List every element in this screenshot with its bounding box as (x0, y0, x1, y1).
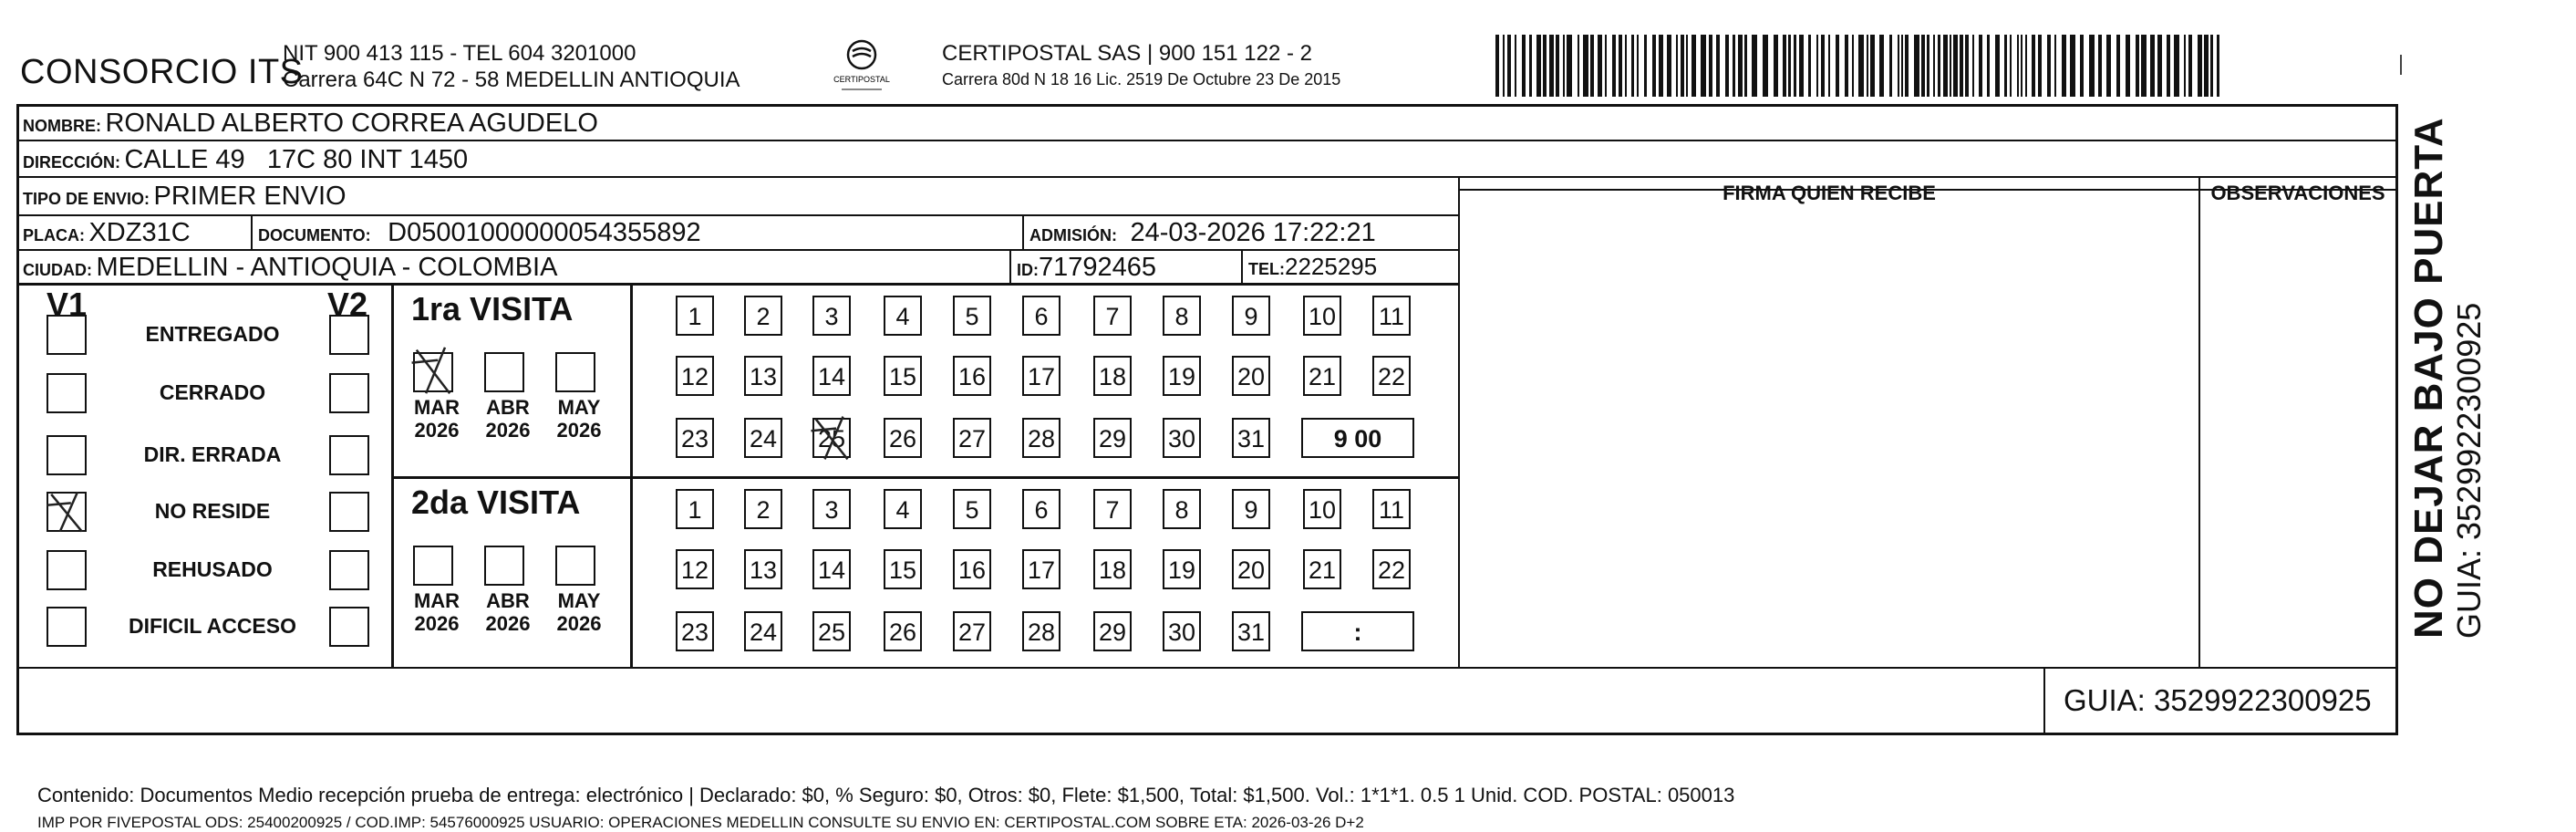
id-value: 71792465 (1039, 253, 1157, 282)
month-checkbox[interactable] (555, 546, 595, 586)
ciudad-value: MEDELLIN - ANTIOQUIA - COLOMBIA (96, 253, 558, 282)
day-box[interactable]: 9 (1232, 489, 1270, 529)
tel-value: 2225295 (1285, 253, 1378, 280)
row-placa (23, 218, 191, 248)
month-year: 2026 (485, 419, 531, 442)
row-nombre (23, 109, 598, 139)
status-label: NO RESIDE (154, 499, 271, 523)
day-box[interactable]: 13 (744, 356, 782, 396)
month-label (408, 396, 466, 442)
row-direccion (23, 145, 468, 175)
day-box[interactable]: 14 (812, 549, 851, 589)
row-documento (258, 218, 701, 248)
v2-checkbox[interactable] (329, 607, 369, 647)
month-label (550, 589, 608, 635)
day-box[interactable]: 1 (676, 489, 714, 529)
day-box[interactable]: 2 (744, 296, 782, 336)
day-box[interactable]: 11 (1372, 296, 1411, 336)
day-box[interactable]: 27 (953, 611, 991, 651)
day-box[interactable]: 3 (812, 296, 851, 336)
v2-checkbox[interactable] (329, 315, 369, 355)
month-year: 2026 (556, 419, 602, 442)
day-box[interactable]: 25 (812, 611, 851, 651)
month-name: MAR (413, 396, 460, 419)
day-box[interactable]: 17 (1022, 356, 1060, 396)
documento-label: DOCUMENTO: (258, 226, 371, 244)
status-label: ENTREGADO (145, 322, 280, 346)
month-label (479, 589, 537, 635)
day-box[interactable]: 19 (1163, 549, 1201, 589)
day-box[interactable]: 21 (1303, 549, 1341, 589)
month-label (408, 589, 466, 635)
status-label: DIR. ERRADA (143, 442, 282, 466)
day-box[interactable]: 27 (953, 418, 991, 458)
day-box[interactable]: 10 (1303, 296, 1341, 336)
day-box[interactable]: 30 (1163, 611, 1201, 651)
direccion-label: DIRECCIÓN: (23, 153, 120, 172)
month-checkbox[interactable] (484, 546, 524, 586)
company-name: CONSORCIO ITS (20, 53, 304, 91)
v2-checkbox[interactable] (329, 492, 369, 532)
day-box[interactable]: 16 (953, 549, 991, 589)
signature-area[interactable] (1462, 192, 2197, 665)
edge-mark (2400, 55, 2402, 75)
day-box[interactable]: 24 (744, 418, 782, 458)
tipo-envio-value: PRIMER ENVIO (153, 182, 347, 211)
v2-checkbox[interactable] (329, 550, 369, 590)
company-info (283, 40, 740, 93)
status-label: DIFICIL ACCESO (128, 614, 296, 638)
month-checkbox[interactable] (413, 352, 453, 392)
day-box[interactable]: 5 (953, 296, 991, 336)
company-address-line: Carrera 64C N 72 - 58 MEDELLIN ANTIOQUIA (283, 68, 740, 92)
delivery-form (16, 104, 2398, 831)
month-name: ABR (486, 396, 530, 419)
day-box[interactable]: 26 (884, 418, 922, 458)
nombre-value: RONALD ALBERTO CORREA AGUDELO (105, 109, 598, 138)
id-label: ID: (1017, 261, 1039, 279)
v1-header: V1 (47, 286, 88, 323)
month-year: 2026 (414, 612, 460, 635)
side-guia: GUIA: 3529922300925 (2450, 302, 2488, 639)
side-no-dejar: NO DEJAR BAJO PUERTA (2406, 117, 2451, 639)
side-notice (2407, 0, 2488, 639)
observaciones-header: OBSERVACIONES (2210, 182, 2385, 204)
v1-checkbox[interactable] (47, 550, 87, 590)
day-box[interactable]: 6 (1022, 489, 1060, 529)
day-box[interactable]: 30 (1163, 418, 1201, 458)
month-label (479, 396, 537, 442)
day-box[interactable]: 8 (1163, 296, 1201, 336)
day-box[interactable]: 12 (676, 549, 714, 589)
logo-text: CERTIPOSTAL (833, 75, 890, 84)
v2-checkbox[interactable] (329, 373, 369, 413)
firma-header: FIRMA QUIEN RECIBE (1723, 182, 1936, 204)
month-year: 2026 (556, 612, 602, 635)
day-box[interactable]: 4 (884, 489, 922, 529)
day-box[interactable]: 5 (953, 489, 991, 529)
admision-label: ADMISIÓN: (1029, 226, 1117, 244)
day-box[interactable]: 21 (1303, 356, 1341, 396)
month-checkbox[interactable] (484, 352, 524, 392)
day-box[interactable]: 26 (884, 611, 922, 651)
day-box[interactable]: 31 (1232, 418, 1270, 458)
placa-value: XDZ31C (88, 218, 191, 247)
v1-checkbox[interactable] (47, 373, 87, 413)
ciudad-label: CIUDAD: (23, 261, 92, 279)
day-box[interactable]: 4 (884, 296, 922, 336)
day-box[interactable]: 29 (1093, 418, 1132, 458)
day-box[interactable]: 3 (812, 489, 851, 529)
footer-imp: IMP POR FIVEPOSTAL ODS: 25400200925 / COD.IMP: 54576000925 USUARIO: OPERACIONES MEDELLIN CONSULTE SU ENVIO EN: CERTIPOSTAL.COM SOBRE ETA: 2026-03-26 D+2 (37, 814, 1364, 831)
barcode (1495, 35, 2225, 97)
month-name: MAY (557, 396, 601, 419)
day-box[interactable]: 8 (1163, 489, 1201, 529)
admision-value: 24-03-2026 17:22:21 (1130, 218, 1376, 247)
day-box[interactable]: 14 (812, 356, 851, 396)
month-year: 2026 (485, 612, 531, 635)
day-box[interactable]: 24 (744, 611, 782, 651)
day-box[interactable]: 15 (884, 549, 922, 589)
v1-checkbox[interactable] (47, 492, 87, 532)
day-box[interactable]: 10 (1303, 489, 1341, 529)
day-box[interactable]: 19 (1163, 356, 1201, 396)
row-id (1017, 253, 1156, 283)
day-box[interactable]: 28 (1022, 611, 1060, 651)
row-tipo-envio (23, 182, 347, 212)
nombre-label: NOMBRE: (23, 117, 101, 135)
footer-guia: GUIA: 3529922300925 (2064, 683, 2372, 717)
v2-checkbox[interactable] (329, 435, 369, 475)
visit-title: 1ra VISITA (411, 290, 574, 328)
direccion-value: CALLE 49 17C 80 INT 1450 (124, 145, 469, 174)
row-tel (1248, 253, 1377, 281)
day-box[interactable]: 18 (1093, 356, 1132, 396)
day-box[interactable]: 17 (1022, 549, 1060, 589)
day-box[interactable]: 20 (1232, 356, 1270, 396)
certipostal-line2: Carrera 80d N 18 16 Lic. 2519 De Octubre 23 De 2015 (942, 70, 1341, 88)
tel-label: TEL: (1248, 260, 1285, 278)
observations-area[interactable] (2202, 192, 2394, 665)
day-box[interactable]: 6 (1022, 296, 1060, 336)
day-box[interactable]: 7 (1093, 489, 1132, 529)
certipostal-info (942, 40, 1340, 93)
day-box[interactable]: 23 (676, 418, 714, 458)
month-name: MAY (557, 589, 601, 612)
day-box[interactable]: 16 (953, 356, 991, 396)
month-name: MAR (413, 589, 460, 612)
day-box[interactable]: 25 (812, 418, 851, 458)
month-checkbox[interactable] (413, 546, 453, 586)
time-box[interactable]: : (1301, 611, 1414, 651)
v2-header: V2 (327, 286, 368, 323)
row-admision (1029, 218, 1376, 248)
day-box[interactable]: 2 (744, 489, 782, 529)
v1-checkbox[interactable] (47, 315, 87, 355)
tipo-envio-label: TIPO DE ENVIO: (23, 190, 150, 208)
v1-checkbox[interactable] (47, 435, 87, 475)
day-box[interactable]: 28 (1022, 418, 1060, 458)
day-box[interactable]: 11 (1372, 489, 1411, 529)
day-box[interactable]: 12 (676, 356, 714, 396)
row-ciudad (23, 253, 557, 283)
v1-checkbox[interactable] (47, 607, 87, 647)
day-box[interactable]: 22 (1372, 549, 1411, 589)
time-box[interactable]: 9 00 (1301, 418, 1414, 458)
placa-label: PLACA: (23, 226, 85, 244)
status-label: CERRADO (159, 380, 266, 404)
day-box[interactable]: 29 (1093, 611, 1132, 651)
footer-contenido: Contenido: Documentos Medio recepción prueba de entrega: electrónico | Declarado: $0, % Seguro: $0, Otros: $0, Flete: $1,500, Total: $1,500. Vol.: 1*1*1. 0.5 1 Unid. COD. POSTAL: 050013 (37, 784, 1735, 806)
day-box[interactable]: 23 (676, 611, 714, 651)
certipostal-logo (825, 35, 898, 99)
day-box[interactable]: 9 (1232, 296, 1270, 336)
day-box[interactable]: 15 (884, 356, 922, 396)
day-box[interactable]: 20 (1232, 549, 1270, 589)
certipostal-line1: CERTIPOSTAL SAS | 900 151 122 - 2 (942, 41, 1312, 66)
day-box[interactable]: 7 (1093, 296, 1132, 336)
month-label (550, 396, 608, 442)
day-box[interactable]: 18 (1093, 549, 1132, 589)
visit-title: 2da VISITA (411, 484, 581, 521)
day-box[interactable]: 13 (744, 549, 782, 589)
month-checkbox[interactable] (555, 352, 595, 392)
day-box[interactable]: 22 (1372, 356, 1411, 396)
company-nit-line: NIT 900 413 115 - TEL 604 3201000 (283, 41, 636, 66)
month-name: ABR (486, 589, 530, 612)
day-box[interactable]: 1 (676, 296, 714, 336)
month-year: 2026 (414, 419, 460, 442)
documento-value: D05001000000054355892 (388, 218, 701, 247)
day-box[interactable]: 31 (1232, 611, 1270, 651)
status-label: REHUSADO (152, 557, 273, 581)
